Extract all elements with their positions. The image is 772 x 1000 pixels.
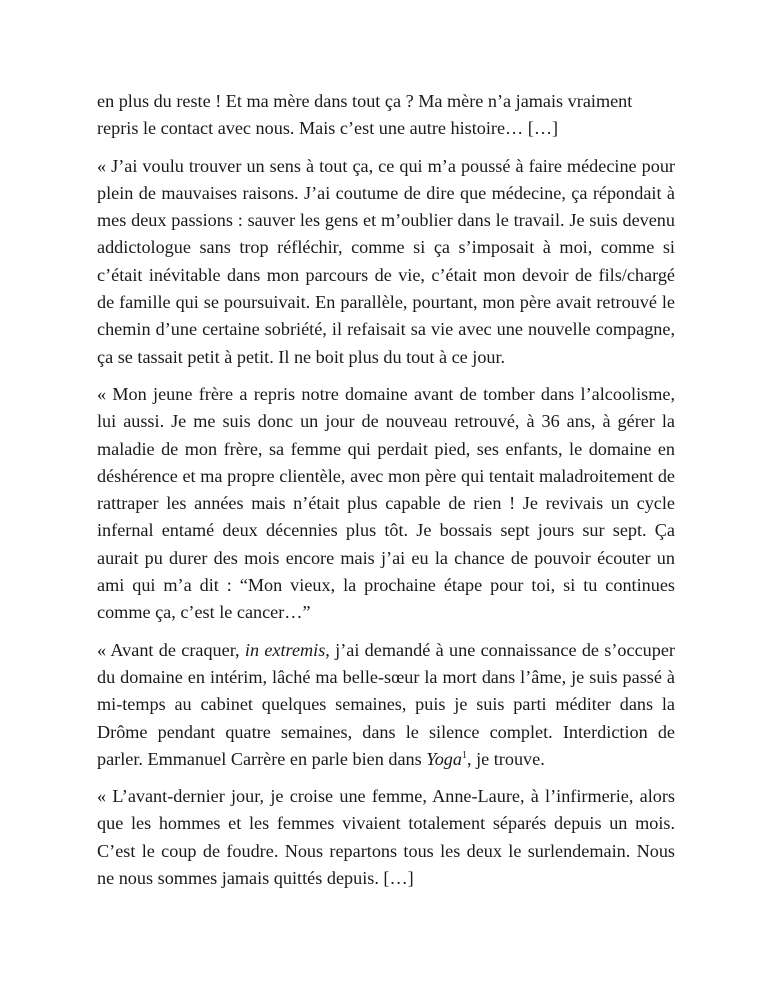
paragraph-2: « J’ai voulu trouver un sens à tout ça, ce qui m’a poussé à faire médecine pour plein de mauvaises raisons. J’ai coutume de dire que médecine, ça répondait à mes deux passions : sauver les gens et m’oublier dans le travail. Je suis devenu addictologue sans trop réfléchir, comme si ça s’imposait à moi, comme si c’était inévitable dans mon parcours de vie, c’était mon devoir de fils/chargé de famille qui se poursuivait. En parallèle, pourtant, mon père avait retrouvé le chemin d’une certaine sobriété, il refaisait sa vie avec une nouvelle compagne, ça se tassait petit à petit. Il ne boit plus du tout à ce jour.: [97, 155, 675, 367]
italic-in-extremis: in extremis: [244, 639, 326, 660]
paragraph-3: « Mon jeune frère a repris notre domaine avant de tomber dans l’alcoolisme, lui aussi. Je me suis donc un jour de nouveau retrouvé, à 36 ans, à gérer la maladie de mon frère, sa femme qui perdait pied, ses enfants, le domaine en déshérence et ma propre clientèle, avec mon père qui tentait maladroitement de rattraper les années mais n’était plus capable de rien ! Je revivais un cycle infernal entamé deux décennies plus tôt. Je bossais sept jours sur sept. Ça aurait pu durer des mois encore mais j’ai eu la chance de pouvoir écouter un ami qui m’a dit : “Mon vieux, la prochaine étape pour toi, si tu continues comme ça, c’est le cancer…”: [97, 383, 675, 623]
footnote-marker[interactable]: 1: [461, 749, 467, 761]
paragraph-4-part-1: « Avant de craquer,: [97, 639, 245, 660]
paragraph-4-part-2: , j’ai demandé à une connaissance de s’occuper du domaine en intérim, lâché ma belle-sœur la mort dans l’âme, je suis passé à mi-temps au cabinet quelques semaines, puis je suis parti méditer dans la Drôme pendant quatre semaines, dans le silence complet. Interdiction de parler. Emmanuel Carrère en parle bien dans: [97, 639, 675, 769]
paragraph-4: [97, 637, 675, 773]
paragraph-5: « L’avant-dernier jour, je croise une femme, Anne-Laure, à l’infirmerie, alors que les hommes et les femmes vivaient totalement séparés depuis un mois. C’est le coup de foudre. Nous repartons tous les deux le surlendemain. Nous ne nous sommes jamais quittés depuis. […]: [97, 786, 675, 889]
document-page: [97, 88, 675, 902]
paragraph-1: en plus du reste ! Et ma mère dans tout ça ? Ma mère n’a jamais vraiment repris le contact avec nous. Mais c’est une autre histoire… […]: [97, 91, 633, 139]
italic-book-title-yoga: Yoga: [426, 748, 462, 769]
paragraph-4-part-3: , je trouve.: [466, 748, 545, 769]
